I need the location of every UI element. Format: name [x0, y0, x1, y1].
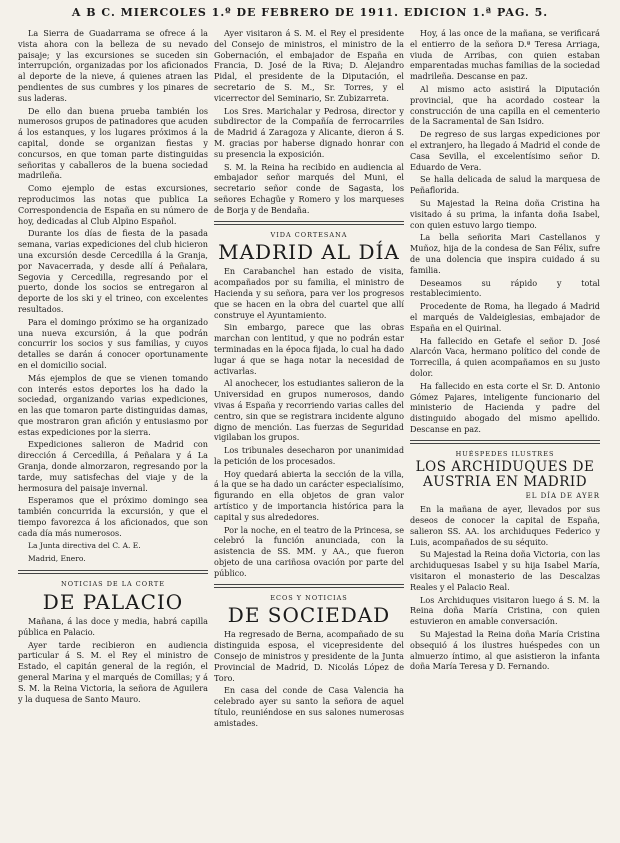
signature-place: Madrid, Enero.: [28, 554, 86, 564]
paragraph: Esperamos que el próximo domingo sea también concurrida la excursión, y que el tiempo favorezca á los aficionados, que son cada día más numerosos.: [18, 495, 208, 538]
paragraph: La Sierra de Guadarrama se ofrece á la vista ahora con la belleza de su nevado paisaje; y las excursiones se suceden sin interrupción, organizadas por los aficionados al deporte de la nieve, á quienes atraen las pendientes de sus cumbres y los pinares de sus laderas.: [18, 28, 208, 103]
paragraph: En la mañana de ayer, llevados por sus deseos de conocer la capital de España, salieron SS. AA. los archiduques Federico y Luis, acompañados de su séquito.: [410, 504, 600, 547]
paragraph: Su Majestad la Reina doña Cristina ha visitado á su prima, la infanta doña Isabel, con quien estuvo largo tiempo.: [410, 197, 600, 230]
column-3: [410, 28, 600, 833]
subheadline: EL DÍA DE AYER: [525, 492, 600, 501]
section-label: HUÉSPEDES ILUSTRES: [455, 449, 555, 458]
paragraph: En Carabanchel han estado de visita, acompañados por su familia, el ministro de Hacienda y su señora, para ver los progresos que se hacen en la obra del cuartel que allí construye el Ayuntamiento.: [214, 266, 404, 320]
section-label: ECOS Y NOTICIAS: [270, 593, 348, 602]
paragraph: La bella señorita Mari Castellanos y Muñoz, hija de la condesa de San Félix, sufre de una dolencia que inspira cuidado á su familia.: [410, 232, 600, 275]
paragraph: Por la noche, en el teatro de la Princesa, se celebró la función anunciada, con la asistencia de SS. MM. y AA., que fueron objeto de una cariñosa ovación por parte del público.: [214, 524, 404, 578]
paragraph: Expediciones salieron de Madrid con dirección á Cercedilla, á Peñalara y á La Granja, donde almorzaron, regresando por la tarde, muy satisfechas del viaje y de la hermosura del paisaje invernal.: [18, 439, 208, 493]
paragraph: Su Majestad la Reina doña María Cristina obsequió á los ilustres huéspedes con un almuerzo íntimo, al que asistieron la infanta doña María Teresa y D. Fernando.: [410, 629, 600, 672]
paragraph: Se halla delicada de salud la marquesa de Peñaflorida.: [410, 174, 600, 196]
headline-madrid-al-dia: MADRID AL DÍA: [218, 240, 400, 265]
paragraph: Los Archiduques visitaron luego á S. M. la Reina doña María Cristina, con quien estuvieron en amable conversación.: [410, 594, 600, 627]
paragraph: Los Sres. Marichalar y Pedrosa, director y subdirector de la Compañía de ferrocarriles de Madrid á Zaragoza y Alicante, dieron á S. M. gracias por haberse dignado honrar con su presencia la exposición.: [214, 105, 404, 159]
paragraph: Ayer visitaron á S. M. el Rey el presidente del Consejo de ministros, el ministro de la Gobernación, el embajador de España en Francia, D. José de la Riva; D. Alejandro Pidal, el presidente de la Diputación, el secretario de S. M., Sr. Torres, y el vicerrector del Seminario, Sr. Zubizarreta.: [214, 28, 404, 103]
headline-archiduques: LOS ARCHIDUQUES DE AUSTRIA EN MADRID: [415, 459, 595, 491]
paragraph: Ha fallecido en Getafe el señor D. José Alarcón Vaca, hermano político del conde de Torrecilla, á quien acompañamos en su justo dolor.: [410, 335, 600, 378]
paragraph: Hoy, á las once de la mañana, se verificará el entierro de la señora D.ª Teresa Arriaga, viuda de Arribas, con quien estaban emparentadas muchas familias de la sociedad madrileña. Descanse en paz.: [410, 28, 600, 82]
headline-palacio: DE PALACIO: [42, 590, 184, 615]
column-1: [18, 28, 208, 833]
page-header: A B C. MIERCOLES 1.º DE FEBRERO DE 1911. EDICION 1.ª PAG. 5.: [71, 6, 549, 19]
signature: La Junta directiva del C. A. E.: [28, 540, 141, 550]
paragraph: S. M. la Reina ha recibido en audiencia al embajador señor marqués del Muni, el secretario señor conde de Sagasta, los señores Echagüe y Romero y los marqueses de Borja y de Bendaña.: [214, 161, 404, 215]
paragraph: Mañana, á las doce y media, habrá capilla pública en Palacio.: [18, 616, 208, 637]
paragraph: Hoy quedará abierta la sección de la villa, á la que se ha dado un carácter especialísimo, figurando en ella objetos de gran valor artístico y de importancia histórica para la capital y sus alrededores.: [214, 468, 404, 522]
section-label: VIDA CORTESANA: [270, 230, 348, 239]
paragraph: Su Majestad la Reina doña Victoria, con las archiduquesas Isabel y su hija Isabel María, visitaron el monasterio de las Descalzas Reales y el Palacio Real.: [410, 549, 600, 592]
paragraph: Sin embargo, parece que las obras marchan con lentitud, y que no podrán estar terminadas en la época fijada, lo cual ha dado lugar á que se haga notar la necesidad de activarlas.: [214, 322, 404, 376]
paragraph: De regreso de sus largas expediciones por el extranjero, ha llegado á Madrid el conde de Casa Sevilla, el excelentísimo señor D. Eduardo de Vera.: [410, 129, 600, 172]
paragraph: Ayer tarde recibieron en audiencia particular á S. M. el Rey el ministro de Estado, el capitán general de la región, el general Marina y el marqués de Comillas; y á S. M. la Reina Victoria, la señora de Aguilera y la duquesa de Santo Mauro.: [18, 639, 208, 704]
paragraph: Como ejemplo de estas excursiones, reproducimos las notas que publica La Correspondencia de España en su número de hoy, dedicadas al Club Alpino Español.: [18, 183, 208, 226]
paragraph: En casa del conde de Casa Valencia ha celebrado ayer su santo la señora de aquel título, reuniéndose en sus salones numerosas amistades.: [214, 685, 404, 728]
section-label: NOTICIAS DE LA CORTE: [61, 580, 165, 589]
headline-sociedad: DE SOCIEDAD: [227, 603, 391, 628]
column-2: [214, 28, 404, 833]
paragraph: Procedente de Roma, ha llegado á Madrid el marqués de Valdeiglesias, embajador de España en el Quirinal.: [410, 301, 600, 333]
paragraph: Los tribunales desecharon por unanimidad la petición de los procesados.: [214, 445, 404, 466]
paragraph: Más ejemplos de que se vienen tomando con interés estos deportes los ha dado la sociedad, organizando varias expediciones, en las que tomaron parte distinguidas damas, que mostraron gran afición y entusiasmo por estas expediciones por la sierra.: [18, 372, 208, 437]
divider: [214, 584, 404, 588]
paragraph: Deseamos su rápido y total restablecimiento.: [410, 277, 600, 299]
paragraph: De ello dan buena prueba también los numerosos grupos de patinadores que acuden á los estanques, y los lugares próximos á la capital, donde se organizan fiestas y concursos, en que toman parte distinguidas señoritas y caballeros de la buena sociedad madrileña.: [18, 105, 208, 181]
paragraph: Al anochecer, los estudiantes salieron de la Universidad en grupos numerosos, dando vivas á España y recorriendo varias calles del centro, sin que se registrara incidente alguno digno de mención. Las fuerzas de Seguridad vigilaban los grupos.: [214, 378, 404, 443]
paragraph: Para el domingo próximo se ha organizado una nueva excursión, á la que podrán concurrir los socios y sus familias, y cuyos detalles se darán á conocer oportunamente en el domicilio social.: [18, 316, 208, 370]
divider: [410, 440, 600, 444]
divider: [214, 221, 404, 225]
divider: [18, 570, 208, 574]
paragraph: Al mismo acto asistirá la Diputación provincial, que ha acordado costear la construcción de una capilla en el cementerio de la Sacramental de San Isidro.: [410, 83, 600, 127]
paragraph: Ha fallecido en esta corte el Sr. D. Antonio Gómez Pajares, inteligente funcionario del ministerio de Hacienda y padre del distinguido abogado del mismo apellido. Descanse en paz.: [410, 380, 600, 434]
paragraph: Durante los días de fiesta de la pasada semana, varias expediciones del club hicieron una excursión desde Cercedilla á la Granja, por Navacerrada, y desde allí á Peñalara, Segovia y Cercedilla, regresando por el puerto, donde los socios se entregaron al deporte de los ski y el trineo, con excelentes resultados.: [18, 228, 208, 314]
paragraph: Ha regresado de Berna, acompañado de su distinguida esposa, el vicepresidente del Consejo de ministros y presidente de la Junta Provincial de Madrid, D. Nicolás López de Toro.: [214, 629, 404, 683]
